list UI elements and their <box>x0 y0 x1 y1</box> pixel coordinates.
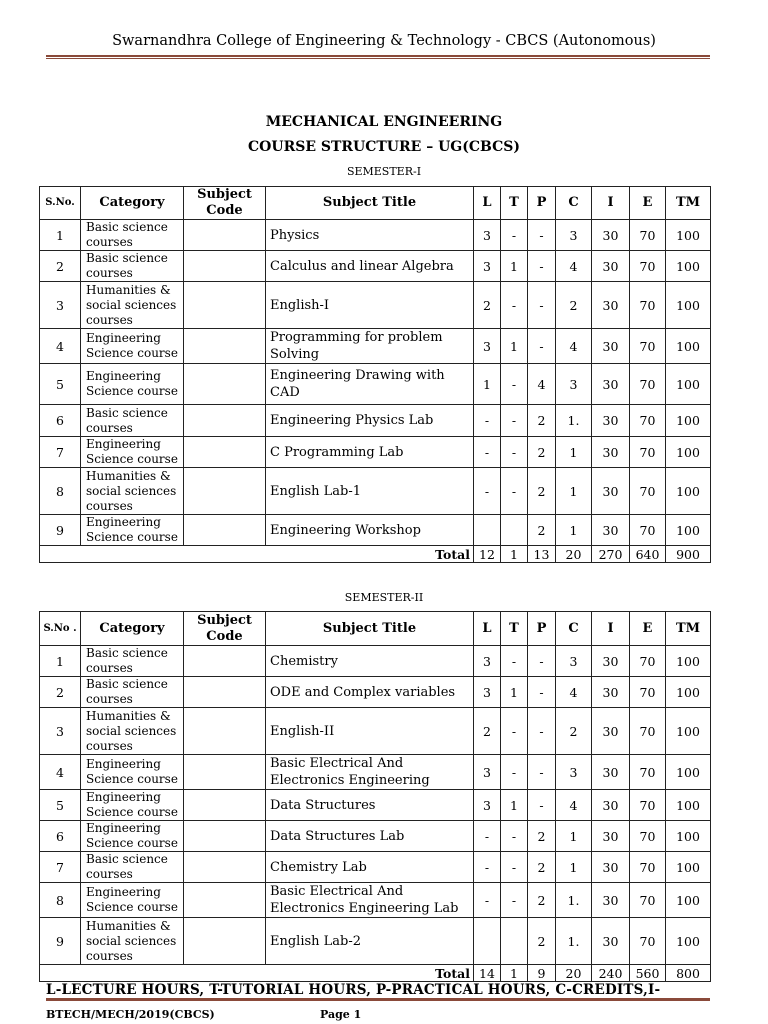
total-c: 20 <box>556 965 592 982</box>
cell-i: 30 <box>592 852 630 883</box>
table-row <box>40 329 711 364</box>
cell-t: - <box>501 646 528 677</box>
cell-c: 1. <box>556 883 592 918</box>
cell-l: 2 <box>474 282 501 329</box>
cell-t: - <box>501 282 528 329</box>
cell-subject-title: Chemistry Lab <box>266 852 474 883</box>
cell-c: 4 <box>556 677 592 708</box>
table-row <box>40 790 711 821</box>
cell-p: - <box>528 708 556 755</box>
table-row <box>40 437 711 468</box>
col-c: C <box>556 612 592 646</box>
cell-t: - <box>501 755 528 790</box>
cell-c: 3 <box>556 364 592 405</box>
cell-i: 30 <box>592 437 630 468</box>
course-structure-title: COURSE STRUCTURE – UG(CBCS) <box>248 139 520 155</box>
cell-c: 4 <box>556 329 592 364</box>
cell-l: - <box>474 405 501 437</box>
col-p: P <box>528 187 556 220</box>
cell-l: 3 <box>474 755 501 790</box>
table-row <box>40 515 711 546</box>
cell-sno: 2 <box>40 251 81 282</box>
cell-i: 30 <box>592 282 630 329</box>
col-sno: S.No. <box>40 187 81 220</box>
cell-c: 4 <box>556 790 592 821</box>
semester-1-label: SEMESTER-I <box>346 165 422 178</box>
cell-i: 30 <box>592 646 630 677</box>
cell-l: - <box>474 437 501 468</box>
cell-i: 30 <box>592 918 630 965</box>
cell-l: - <box>474 852 501 883</box>
cell-e: 70 <box>630 883 666 918</box>
table-row <box>40 883 711 918</box>
table-row <box>40 677 711 708</box>
cell-t: - <box>501 821 528 852</box>
col-e: E <box>630 187 666 220</box>
cell-subject-title: Calculus and linear Algebra <box>266 251 474 282</box>
cell-c: 3 <box>556 220 592 251</box>
col-subject-code: Subject Code <box>184 612 266 646</box>
cell-subject-title: Data Structures Lab <box>266 821 474 852</box>
cell-tm: 100 <box>666 646 711 677</box>
cell-l: - <box>474 883 501 918</box>
cell-tm: 100 <box>666 790 711 821</box>
table-row <box>40 821 711 852</box>
cell-subject-code <box>184 282 266 329</box>
cell-i: 30 <box>592 883 630 918</box>
cell-sno: 7 <box>40 437 81 468</box>
cell-subject-code <box>184 364 266 405</box>
cell-tm: 100 <box>666 883 711 918</box>
table-row <box>40 251 711 282</box>
cell-subject-code <box>184 790 266 821</box>
cell-p: 2 <box>528 821 556 852</box>
cell-i: 30 <box>592 708 630 755</box>
cell-t <box>501 918 528 965</box>
cell-tm: 100 <box>666 852 711 883</box>
cell-e: 70 <box>630 282 666 329</box>
total-row <box>40 546 711 563</box>
cell-l: 3 <box>474 677 501 708</box>
cell-t: 1 <box>501 251 528 282</box>
cell-sno: 8 <box>40 883 81 918</box>
semester-2-label: SEMESTER-II <box>344 591 424 604</box>
cell-i: 30 <box>592 790 630 821</box>
cell-t: - <box>501 883 528 918</box>
cell-p: - <box>528 251 556 282</box>
cell-tm: 100 <box>666 364 711 405</box>
cell-c: 3 <box>556 646 592 677</box>
department-title: MECHANICAL ENGINEERING <box>265 114 503 130</box>
cell-p: 2 <box>528 405 556 437</box>
cell-l <box>474 515 501 546</box>
cell-t: 1 <box>501 677 528 708</box>
cell-subject-code <box>184 646 266 677</box>
cell-i: 30 <box>592 755 630 790</box>
cell-tm: 100 <box>666 251 711 282</box>
total-row <box>40 965 711 982</box>
cell-p: 2 <box>528 468 556 515</box>
cell-category: Humanities & social sciences courses <box>81 468 184 515</box>
cell-t: - <box>501 364 528 405</box>
cell-t: - <box>501 405 528 437</box>
cell-t: - <box>501 852 528 883</box>
table-row <box>40 364 711 405</box>
cell-category: Engineering Science course <box>81 821 184 852</box>
cell-l: 3 <box>474 329 501 364</box>
cell-p: - <box>528 755 556 790</box>
cell-category: Humanities & social sciences courses <box>81 708 184 755</box>
cell-tm: 100 <box>666 708 711 755</box>
cell-category: Humanities & social sciences courses <box>81 282 184 329</box>
cell-category: Basic science courses <box>81 646 184 677</box>
cell-subject-title: ODE and Complex variables <box>266 677 474 708</box>
table-row <box>40 220 711 251</box>
cell-p: - <box>528 282 556 329</box>
cell-c: 4 <box>556 251 592 282</box>
cell-subject-title: English Lab-1 <box>266 468 474 515</box>
footer-doc-id: BTECH/MECH/2019(CBCS) <box>46 1008 215 1021</box>
table-row <box>40 918 711 965</box>
cell-subject-title: Engineering Physics Lab <box>266 405 474 437</box>
col-p: P <box>528 612 556 646</box>
cell-subject-code <box>184 437 266 468</box>
cell-subject-title: Chemistry <box>266 646 474 677</box>
cell-e: 70 <box>630 220 666 251</box>
cell-p: 2 <box>528 852 556 883</box>
cell-subject-code <box>184 329 266 364</box>
cell-tm: 100 <box>666 437 711 468</box>
cell-p: - <box>528 790 556 821</box>
cell-e: 70 <box>630 251 666 282</box>
total-c: 20 <box>556 546 592 563</box>
cell-subject-code <box>184 883 266 918</box>
cell-sno: 9 <box>40 515 81 546</box>
cell-subject-title: Basic Electrical And Electronics Engineering Lab <box>266 883 474 918</box>
cell-sno: 3 <box>40 282 81 329</box>
cell-category: Basic science courses <box>81 677 184 708</box>
header-rule <box>46 55 710 57</box>
cell-e: 70 <box>630 437 666 468</box>
cell-l: 1 <box>474 364 501 405</box>
cell-category: Basic science courses <box>81 852 184 883</box>
col-subject-title: Subject Title <box>266 187 474 220</box>
cell-e: 70 <box>630 918 666 965</box>
cell-t: 1 <box>501 790 528 821</box>
cell-c: 1. <box>556 918 592 965</box>
footer-rule <box>46 998 710 1001</box>
cell-i: 30 <box>592 515 630 546</box>
cell-category: Engineering Science course <box>81 515 184 546</box>
cell-subject-code <box>184 468 266 515</box>
cell-i: 30 <box>592 468 630 515</box>
total-t: 1 <box>501 965 528 982</box>
cell-tm: 100 <box>666 468 711 515</box>
cell-category: Engineering Science course <box>81 364 184 405</box>
cell-tm: 100 <box>666 515 711 546</box>
col-subject-code: Subject Code <box>184 187 266 220</box>
cell-l: 3 <box>474 220 501 251</box>
cell-c: 1. <box>556 405 592 437</box>
cell-tm: 100 <box>666 405 711 437</box>
total-e: 560 <box>630 965 666 982</box>
cell-i: 30 <box>592 677 630 708</box>
cell-e: 70 <box>630 708 666 755</box>
cell-category: Engineering Science course <box>81 790 184 821</box>
semester-2-table <box>39 611 711 982</box>
cell-sno: 1 <box>40 646 81 677</box>
cell-tm: 100 <box>666 918 711 965</box>
cell-p: - <box>528 677 556 708</box>
cell-l: 3 <box>474 790 501 821</box>
cell-tm: 100 <box>666 282 711 329</box>
cell-subject-title: Engineering Workshop <box>266 515 474 546</box>
cell-c: 2 <box>556 282 592 329</box>
cell-subject-code <box>184 677 266 708</box>
cell-p: 2 <box>528 515 556 546</box>
footer-page-number: Page 1 <box>320 1008 362 1021</box>
cell-t: - <box>501 220 528 251</box>
header-rule-thin <box>46 58 710 59</box>
cell-i: 30 <box>592 821 630 852</box>
cell-subject-code <box>184 251 266 282</box>
cell-t: - <box>501 468 528 515</box>
table-row <box>40 468 711 515</box>
total-label: Total <box>40 546 474 563</box>
cell-subject-title: Engineering Drawing with CAD <box>266 364 474 405</box>
cell-l: - <box>474 468 501 515</box>
col-t: T <box>501 187 528 220</box>
table-row <box>40 405 711 437</box>
col-tm: TM <box>666 612 711 646</box>
cell-subject-code <box>184 515 266 546</box>
cell-l: - <box>474 821 501 852</box>
cell-p: - <box>528 646 556 677</box>
cell-category: Engineering Science course <box>81 883 184 918</box>
cell-i: 30 <box>592 364 630 405</box>
cell-e: 70 <box>630 646 666 677</box>
cell-t <box>501 515 528 546</box>
cell-l: 2 <box>474 708 501 755</box>
cell-sno: 8 <box>40 468 81 515</box>
cell-c: 1 <box>556 437 592 468</box>
cell-i: 30 <box>592 405 630 437</box>
table-row <box>40 282 711 329</box>
cell-e: 70 <box>630 364 666 405</box>
cell-p: 2 <box>528 918 556 965</box>
table-row <box>40 708 711 755</box>
cell-e: 70 <box>630 755 666 790</box>
cell-c: 1 <box>556 821 592 852</box>
cell-c: 3 <box>556 755 592 790</box>
cell-category: Humanities & social sciences courses <box>81 918 184 965</box>
col-category: Category <box>81 187 184 220</box>
cell-category: Basic science courses <box>81 405 184 437</box>
total-l: 12 <box>474 546 501 563</box>
cell-sno: 9 <box>40 918 81 965</box>
col-e: E <box>630 612 666 646</box>
cell-l <box>474 918 501 965</box>
cell-t: - <box>501 708 528 755</box>
cell-tm: 100 <box>666 821 711 852</box>
total-t: 1 <box>501 546 528 563</box>
col-tm: TM <box>666 187 711 220</box>
col-i: I <box>592 187 630 220</box>
cell-category: Engineering Science course <box>81 755 184 790</box>
cell-c: 1 <box>556 468 592 515</box>
cell-category: Engineering Science course <box>81 437 184 468</box>
cell-e: 70 <box>630 405 666 437</box>
cell-c: 2 <box>556 708 592 755</box>
cell-sno: 5 <box>40 364 81 405</box>
cell-t: 1 <box>501 329 528 364</box>
cell-e: 70 <box>630 677 666 708</box>
cell-i: 30 <box>592 329 630 364</box>
cell-subject-code <box>184 220 266 251</box>
cell-tm: 100 <box>666 755 711 790</box>
cell-sno: 6 <box>40 821 81 852</box>
cell-subject-code <box>184 852 266 883</box>
cell-i: 30 <box>592 251 630 282</box>
col-i: I <box>592 612 630 646</box>
total-i: 270 <box>592 546 630 563</box>
semester-1-table <box>39 186 711 563</box>
cell-c: 1 <box>556 515 592 546</box>
total-label: Total <box>40 965 474 982</box>
cell-category: Basic science courses <box>81 251 184 282</box>
cell-category: Engineering Science course <box>81 329 184 364</box>
cell-p: - <box>528 220 556 251</box>
cell-i: 30 <box>592 220 630 251</box>
cell-category: Basic science courses <box>81 220 184 251</box>
cell-e: 70 <box>630 821 666 852</box>
cell-subject-code <box>184 405 266 437</box>
col-sno: S.No . <box>40 612 81 646</box>
table-row <box>40 852 711 883</box>
cell-t: - <box>501 437 528 468</box>
cell-sno: 4 <box>40 755 81 790</box>
cell-subject-code <box>184 821 266 852</box>
col-c: C <box>556 187 592 220</box>
cell-subject-title: Basic Electrical And Electronics Engineering <box>266 755 474 790</box>
col-category: Category <box>81 612 184 646</box>
cell-sno: 3 <box>40 708 81 755</box>
cell-sno: 5 <box>40 790 81 821</box>
total-tm: 800 <box>666 965 711 982</box>
cell-subject-code <box>184 918 266 965</box>
cell-subject-title: Programming for problem Solving <box>266 329 474 364</box>
col-l: L <box>474 612 501 646</box>
table-row <box>40 755 711 790</box>
cell-l: 3 <box>474 251 501 282</box>
cell-sno: 4 <box>40 329 81 364</box>
cell-e: 70 <box>630 852 666 883</box>
total-tm: 900 <box>666 546 711 563</box>
cell-subject-title: Physics <box>266 220 474 251</box>
cell-p: 2 <box>528 883 556 918</box>
cell-tm: 100 <box>666 677 711 708</box>
total-i: 240 <box>592 965 630 982</box>
col-subject-title: Subject Title <box>266 612 474 646</box>
cell-sno: 7 <box>40 852 81 883</box>
cell-e: 70 <box>630 468 666 515</box>
cell-subject-code <box>184 755 266 790</box>
cell-subject-title: C Programming Lab <box>266 437 474 468</box>
cell-tm: 100 <box>666 329 711 364</box>
cell-subject-title: English-I <box>266 282 474 329</box>
cell-c: 1 <box>556 852 592 883</box>
cell-sno: 6 <box>40 405 81 437</box>
cell-p: - <box>528 329 556 364</box>
total-p: 9 <box>528 965 556 982</box>
page-header: Swarnandhra College of Engineering & Technology - CBCS (Autonomous) <box>112 33 656 49</box>
cell-tm: 100 <box>666 220 711 251</box>
total-l: 14 <box>474 965 501 982</box>
cell-sno: 2 <box>40 677 81 708</box>
total-e: 640 <box>630 546 666 563</box>
cell-subject-title: Data Structures <box>266 790 474 821</box>
cell-p: 2 <box>528 437 556 468</box>
cell-subject-title: English Lab-2 <box>266 918 474 965</box>
total-p: 13 <box>528 546 556 563</box>
cell-e: 70 <box>630 790 666 821</box>
cell-e: 70 <box>630 515 666 546</box>
cell-subject-code <box>184 708 266 755</box>
col-t: T <box>501 612 528 646</box>
cell-sno: 1 <box>40 220 81 251</box>
col-l: L <box>474 187 501 220</box>
cell-subject-title: English-II <box>266 708 474 755</box>
cell-p: 4 <box>528 364 556 405</box>
cell-e: 70 <box>630 329 666 364</box>
legend-text: L-LECTURE HOURS, T-TUTORIAL HOURS, P-PRACTICAL HOURS, C-CREDITS,I- <box>46 982 661 998</box>
table-row <box>40 646 711 677</box>
cell-l: 3 <box>474 646 501 677</box>
